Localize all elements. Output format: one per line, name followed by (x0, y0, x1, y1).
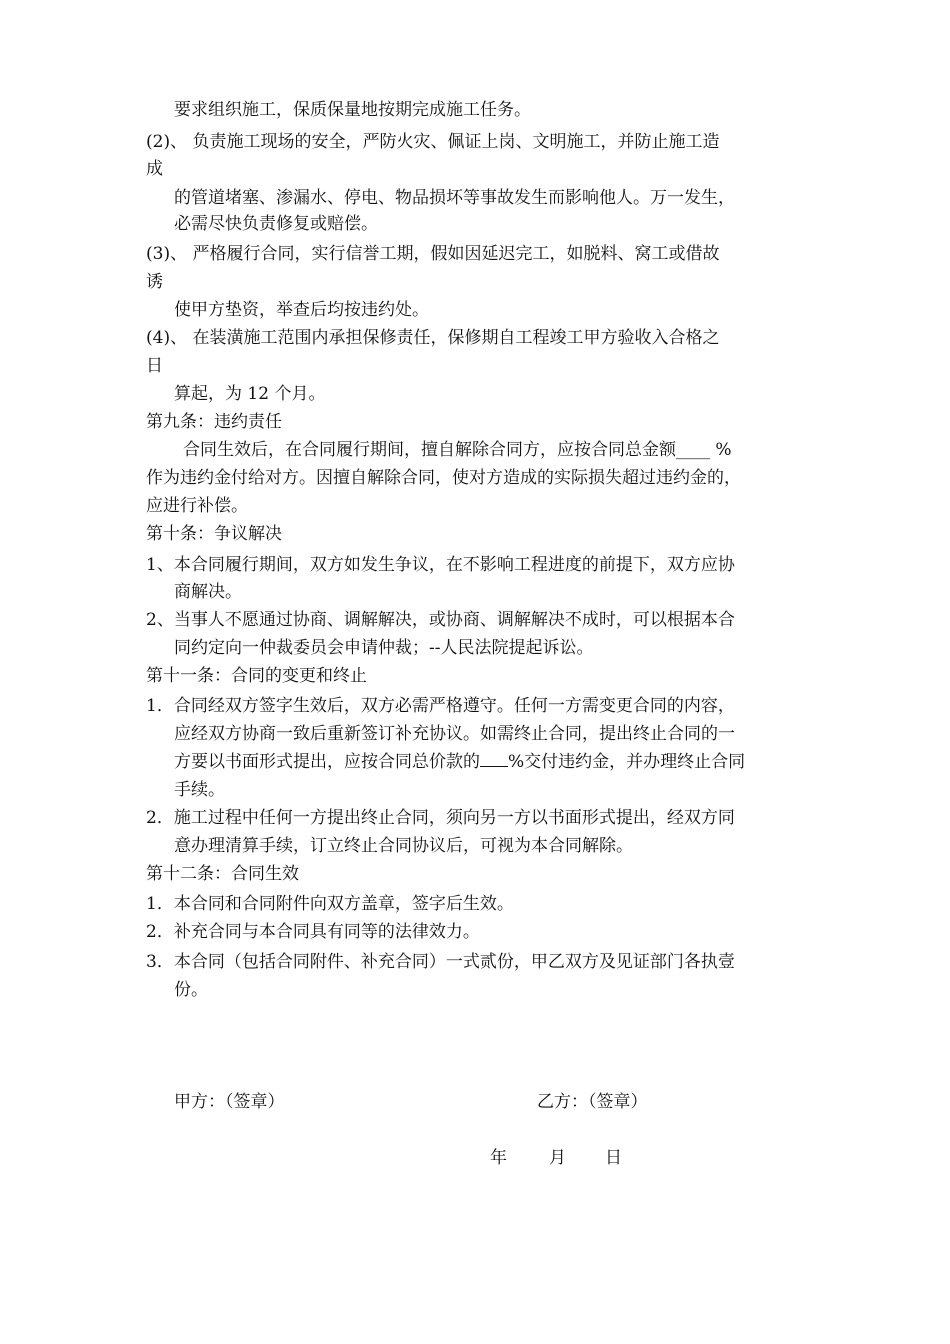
party-b-signature: 乙方：（签章） (537, 1092, 648, 1112)
text-line: 要求组织施工，保质保量地按期完成施工任务。 (174, 100, 531, 120)
text-line: 同约定向一仲裁委员会申请仲裁；--人民法院提起诉讼。 (174, 638, 594, 658)
text-fragment: %交付违约金，并办理终止合同 (508, 752, 746, 772)
list-item: 3．本合同（包括合同附件、补充合同）一式贰份，甲乙双方及见证部门各执壹 (146, 952, 735, 972)
list-item: 1、本合同履行期间，双方如发生争议，在不影响工程进度的前提下，双方应协 (146, 555, 735, 575)
date-day: 日 (605, 1148, 622, 1168)
text-line: 的管道堵塞、渗漏水、停电、物品损坏等事故发生而影响他人。万一发生， (174, 188, 735, 208)
list-item: 2．补充合同与本合同具有同等的法律效力。 (146, 922, 480, 942)
text-line: 商解决。 (174, 582, 242, 602)
text-line: 必需尽快负责修复或赔偿。 (174, 214, 378, 234)
text-line: 应经双方协商一致后重新签订补充协议。如需终止合同，提出终止合同的一 (174, 724, 735, 744)
date-year: 年 (490, 1148, 507, 1168)
text-line: 手续。 (174, 780, 225, 800)
section-heading-10: 第十条：争议解决 (146, 524, 282, 544)
list-item: 1．合同经双方签字生效后，双方必需严格遵守。任何一方需变更合同的内容， (146, 696, 735, 716)
section-heading-11: 第十一条：合同的变更和终止 (146, 666, 367, 686)
text-line (174, 750, 745, 774)
text-line: 份。 (174, 980, 208, 1000)
section-heading-12: 第十二条：合同生效 (146, 864, 299, 884)
blank-underline (480, 752, 508, 767)
text-line: 合同生效后，在合同履行期间，擅自解除合同方，应按合同总金额____ % (183, 440, 732, 460)
text-line: 算起，为 12 个月。 (174, 384, 326, 404)
text-line: 应进行补偿。 (146, 496, 248, 516)
list-item: 2、当事人不愿通过协商、调解解决，或协商、调解解决不成时，可以根据本合 (146, 610, 735, 630)
clause-2: (2)、 负责施工现场的安全，严防火灾、佩证上岗、文明施工，并防止施工造 (146, 132, 720, 152)
text-line: 使甲方垫资，举查后均按违约处。 (174, 300, 429, 320)
clause-4: (4)、 在装潢施工范围内承担保修责任，保修期自工程竣工甲方验收入合格之 (146, 328, 720, 348)
section-heading-9: 第九条：违约责任 (146, 412, 282, 432)
date-month: 月 (549, 1148, 566, 1168)
list-item: 2．施工过程中任何一方提出终止合同，须向另一方以书面形式提出，经双方同 (146, 808, 735, 828)
text-line: 成 (146, 159, 163, 179)
text-line: 日 (146, 356, 163, 376)
text-line: 作为违约金付给对方。因擅自解除合同，使对方造成的实际损失超过违约金的， (146, 468, 741, 488)
text-line: 诱 (146, 272, 163, 292)
list-item: 1．本合同和合同附件向双方盖章，签字后生效。 (146, 894, 514, 914)
text-line: 意办理清算手续，订立终止合同协议后，可视为本合同解除。 (174, 836, 633, 856)
text-fragment: 方要以书面形式提出，应按合同总价款的 (174, 752, 480, 772)
party-a-signature: 甲方：（签章） (174, 1092, 285, 1112)
clause-3: (3)、 严格履行合同，实行信誉工期，假如因延迟完工，如脱料、窝工或借故 (146, 244, 720, 264)
